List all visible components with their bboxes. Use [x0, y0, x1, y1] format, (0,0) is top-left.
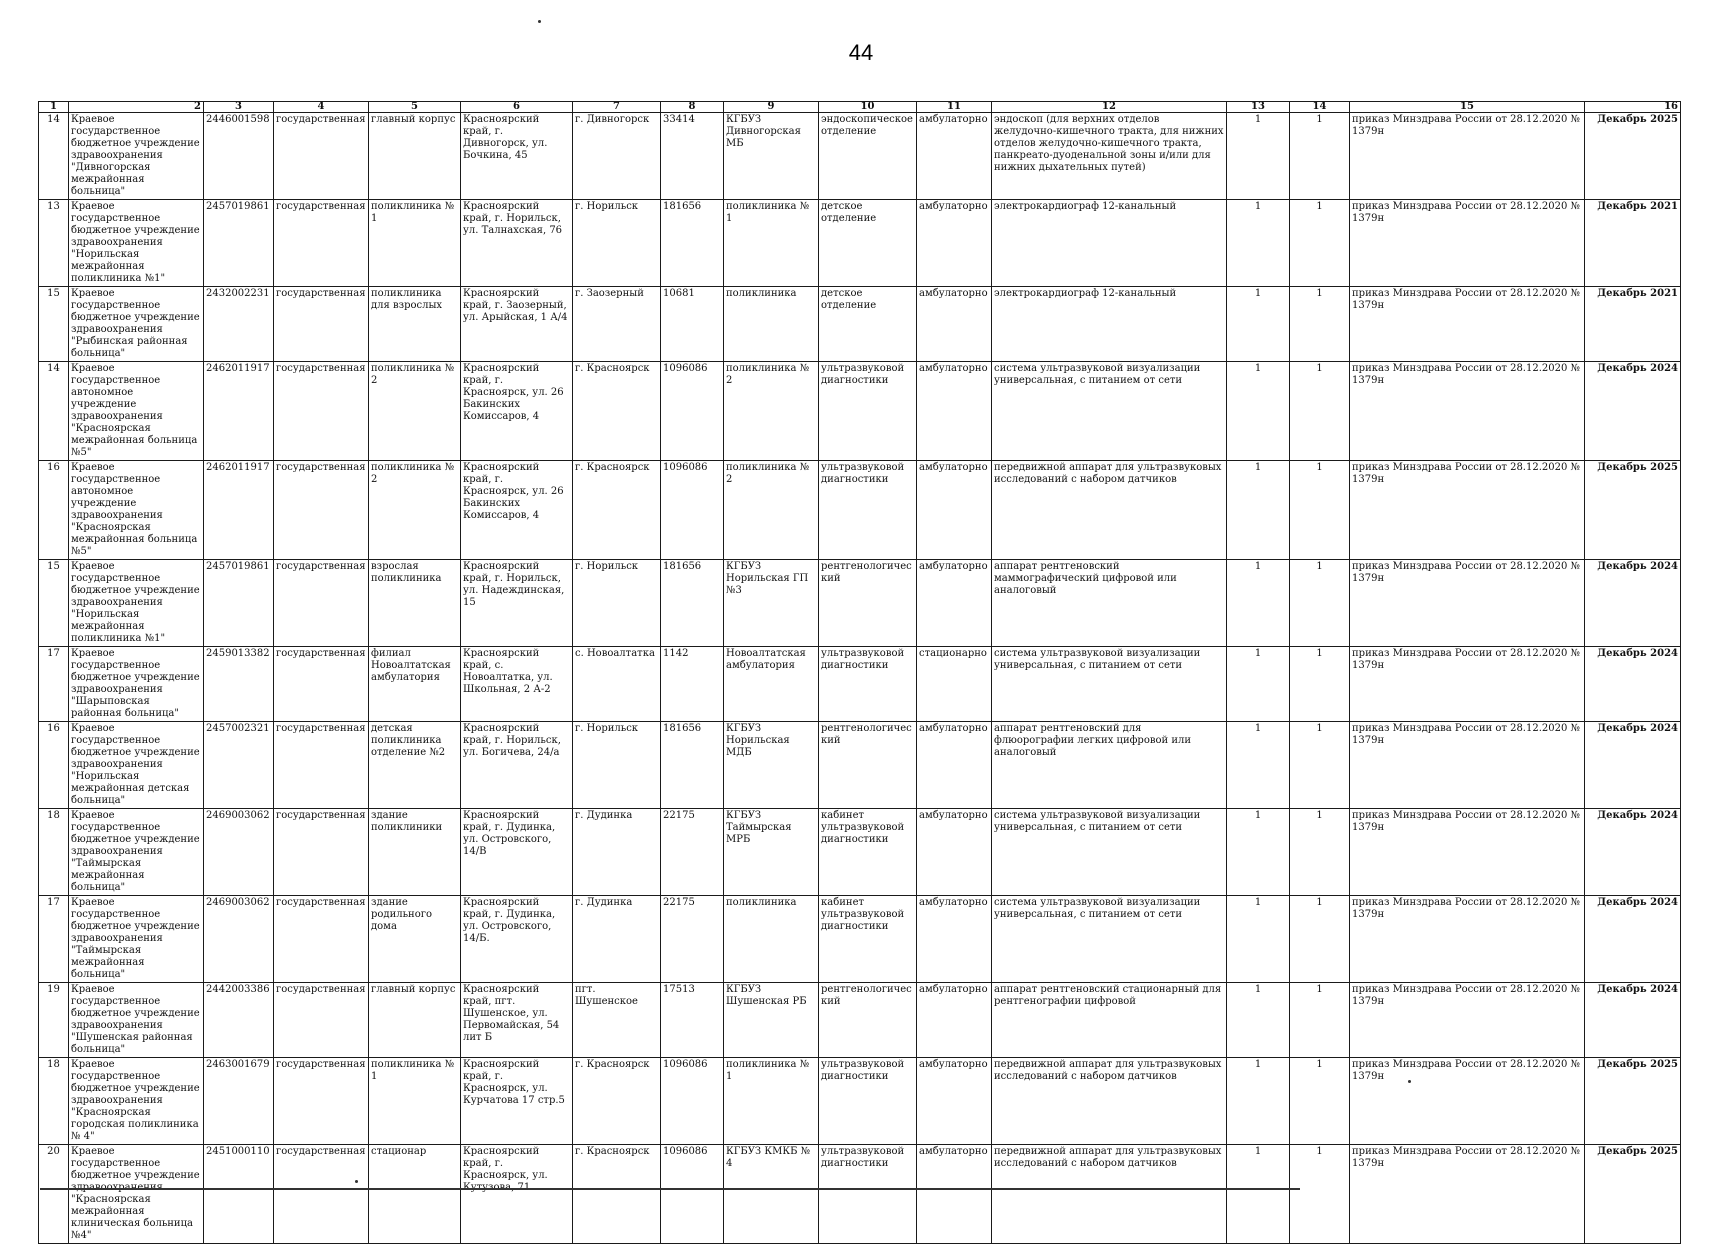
- table-cell: аппарат рентгеновский стационарный для рентгенографии цифровой: [992, 983, 1227, 1058]
- table-cell: главный корпус: [369, 983, 461, 1058]
- table-cell: государственная: [274, 896, 369, 983]
- table-body: [39, 113, 1681, 1244]
- column-header: 16: [1585, 102, 1681, 113]
- table-cell: детское отделение: [819, 287, 917, 362]
- table-cell: 181656: [661, 722, 724, 809]
- table-cell: Декабрь 2024: [1585, 983, 1681, 1058]
- table-cell: 1: [1227, 896, 1290, 983]
- table-cell: Краевое государственное бюджетное учреждение здравоохранения "Красноярская городская поликлиника № 4": [69, 1058, 204, 1145]
- table-cell: поликлиника № 2: [369, 362, 461, 461]
- table-cell: 19: [39, 983, 69, 1058]
- table-cell: 15: [39, 287, 69, 362]
- table-cell: электрокардиограф 12-канальный: [992, 287, 1227, 362]
- table-cell: 1: [1227, 809, 1290, 896]
- table-cell: амбулаторно: [917, 461, 992, 560]
- column-header: 14: [1290, 102, 1350, 113]
- page-number: 44: [848, 40, 874, 65]
- table-cell: государственная: [274, 200, 369, 287]
- column-header: 7: [573, 102, 661, 113]
- table-cell: Краевое государственное бюджетное учреждение здравоохранения "Норильская межрайонная поликлиника №1": [69, 560, 204, 647]
- column-header: 3: [204, 102, 274, 113]
- header-row: [39, 102, 1681, 113]
- table-cell: поликлиника № 2: [724, 461, 819, 560]
- table-cell: Краевое государственное бюджетное учреждение здравоохранения "Дивногорская межрайонная больница": [69, 113, 204, 200]
- table-cell: 1: [1227, 1058, 1290, 1145]
- table-cell: 2463001679: [204, 1058, 274, 1145]
- table-cell: 17: [39, 896, 69, 983]
- column-header: 8: [661, 102, 724, 113]
- column-header: 2: [69, 102, 204, 113]
- table-cell: приказ Минздрава России от 28.12.2020 № 1379н: [1350, 1058, 1585, 1145]
- column-header: 10: [819, 102, 917, 113]
- table-cell: г. Дудинка: [573, 809, 661, 896]
- table-cell: электрокардиограф 12-канальный: [992, 200, 1227, 287]
- table-cell: г. Заозерный: [573, 287, 661, 362]
- table-row: [39, 461, 1681, 560]
- table-cell: поликлиника № 2: [369, 461, 461, 560]
- table-cell: 2462011917: [204, 362, 274, 461]
- table-row: [39, 560, 1681, 647]
- table-cell: амбулаторно: [917, 809, 992, 896]
- table-cell: г. Норильск: [573, 560, 661, 647]
- table-cell: амбулаторно: [917, 200, 992, 287]
- table-cell: передвижной аппарат для ультразвуковых исследований с набором датчиков: [992, 461, 1227, 560]
- column-header: 5: [369, 102, 461, 113]
- table-cell: 2442003386: [204, 983, 274, 1058]
- table-cell: амбулаторно: [917, 113, 992, 200]
- table-cell: КГБУЗ Дивногорская МБ: [724, 113, 819, 200]
- table-cell: Красноярский край, г. Норильск, ул. Богичева, 24/а: [461, 722, 573, 809]
- table-cell: система ультразвуковой визуализации универсальная, с питанием от сети: [992, 809, 1227, 896]
- table-cell: 1096086: [661, 1145, 724, 1244]
- table-cell: 22175: [661, 896, 724, 983]
- table-cell: 2469003062: [204, 809, 274, 896]
- table-cell: поликлиника № 1: [724, 200, 819, 287]
- table-cell: 1: [1290, 647, 1350, 722]
- table-cell: 2451000110: [204, 1145, 274, 1244]
- table-cell: КГБУЗ Таймырская МРБ: [724, 809, 819, 896]
- table-cell: 1: [1290, 113, 1350, 200]
- table-cell: 2459013382: [204, 647, 274, 722]
- table-cell: 1096086: [661, 1058, 724, 1145]
- table-cell: 1: [1227, 560, 1290, 647]
- table-cell: Краевое государственное бюджетное учреждение здравоохранения "Рыбинская районная больница": [69, 287, 204, 362]
- table-cell: КГБУЗ Норильская ГП №3: [724, 560, 819, 647]
- table-cell: 33414: [661, 113, 724, 200]
- table-cell: Декабрь 2024: [1585, 722, 1681, 809]
- table-cell: амбулаторно: [917, 362, 992, 461]
- table-cell: приказ Минздрава России от 28.12.2020 № 1379н: [1350, 1145, 1585, 1244]
- table-cell: Декабрь 2024: [1585, 809, 1681, 896]
- table-cell: Красноярский край, г. Заозерный, ул. Арыйская, 1 А/4: [461, 287, 573, 362]
- table-row: [39, 647, 1681, 722]
- table-cell: г. Дивногорск: [573, 113, 661, 200]
- column-header: 11: [917, 102, 992, 113]
- table-cell: 2457019861: [204, 200, 274, 287]
- table-cell: 1: [1290, 722, 1350, 809]
- table-cell: стационарно: [917, 647, 992, 722]
- table-cell: Декабрь 2021: [1585, 200, 1681, 287]
- table-cell: 1: [1290, 200, 1350, 287]
- table-cell: государственная: [274, 461, 369, 560]
- table-cell: 1: [1290, 287, 1350, 362]
- table-cell: Краевое государственное бюджетное учреждение здравоохранения "Таймырская межрайонная больница": [69, 896, 204, 983]
- table-cell: КГБУЗ Норильская МДБ: [724, 722, 819, 809]
- table-cell: государственная: [274, 983, 369, 1058]
- table-cell: государственная: [274, 287, 369, 362]
- table-cell: Краевое государственное бюджетное учреждение здравоохранения "Шушенская районная больница": [69, 983, 204, 1058]
- table-cell: Красноярский край, с. Новоалтатка, ул. Школьная, 2 А-2: [461, 647, 573, 722]
- table-row: [39, 1058, 1681, 1145]
- table-cell: Декабрь 2024: [1585, 560, 1681, 647]
- table-cell: 17513: [661, 983, 724, 1058]
- table-cell: Краевое государственное бюджетное учреждение здравоохранения "Таймырская межрайонная больница": [69, 809, 204, 896]
- table-cell: 16: [39, 461, 69, 560]
- table-cell: ультразвуковой диагностики: [819, 362, 917, 461]
- table-cell: главный корпус: [369, 113, 461, 200]
- table-cell: 1: [1227, 287, 1290, 362]
- table-cell: Новоалтатская амбулатория: [724, 647, 819, 722]
- table-row: [39, 287, 1681, 362]
- table-cell: детское отделение: [819, 200, 917, 287]
- table-cell: 1: [1227, 362, 1290, 461]
- table-cell: 14: [39, 362, 69, 461]
- table-cell: система ультразвуковой визуализации универсальная, с питанием от сети: [992, 647, 1227, 722]
- table-cell: приказ Минздрава России от 28.12.2020 № 1379н: [1350, 896, 1585, 983]
- table-cell: Красноярский край, г. Красноярск, ул. 26 Бакинских Комиссаров, 4: [461, 461, 573, 560]
- table-cell: приказ Минздрава России от 28.12.2020 № 1379н: [1350, 809, 1585, 896]
- table-cell: государственная: [274, 722, 369, 809]
- table-cell: 1: [1227, 1145, 1290, 1244]
- table-cell: Декабрь 2024: [1585, 362, 1681, 461]
- table-cell: государственная: [274, 1145, 369, 1244]
- table-cell: ультразвуковой диагностики: [819, 461, 917, 560]
- table-cell: г. Красноярск: [573, 461, 661, 560]
- table-row: [39, 809, 1681, 896]
- table-row: [39, 1145, 1681, 1244]
- table-cell: 1: [1290, 362, 1350, 461]
- table-cell: амбулаторно: [917, 896, 992, 983]
- table-cell: поликлиника для взрослых: [369, 287, 461, 362]
- table-cell: филиал Новоалтатская амбулатория: [369, 647, 461, 722]
- table-cell: Декабрь 2024: [1585, 896, 1681, 983]
- table-cell: государственная: [274, 362, 369, 461]
- table-cell: 1: [1227, 200, 1290, 287]
- table-cell: рентгенологический: [819, 983, 917, 1058]
- table-cell: 1142: [661, 647, 724, 722]
- table-cell: аппарат рентгеновский для флюорографии легких цифровой или аналоговый: [992, 722, 1227, 809]
- column-header: 12: [992, 102, 1227, 113]
- table-row: [39, 722, 1681, 809]
- table-cell: Декабрь 2021: [1585, 287, 1681, 362]
- table-cell: 1: [1290, 1145, 1350, 1244]
- table-cell: 2469003062: [204, 896, 274, 983]
- table-cell: кабинет ультразвуковой диагностики: [819, 809, 917, 896]
- table-cell: г. Норильск: [573, 200, 661, 287]
- table-cell: государственная: [274, 647, 369, 722]
- table-cell: г. Красноярск: [573, 362, 661, 461]
- table-cell: приказ Минздрава России от 28.12.2020 № 1379н: [1350, 287, 1585, 362]
- table-cell: 181656: [661, 200, 724, 287]
- table-cell: 2432002231: [204, 287, 274, 362]
- table-cell: с. Новоалтатка: [573, 647, 661, 722]
- table-cell: 1: [1290, 896, 1350, 983]
- table-cell: поликлиника № 1: [724, 1058, 819, 1145]
- table-row: [39, 113, 1681, 200]
- table-cell: кабинет ультразвуковой диагностики: [819, 896, 917, 983]
- table-cell: 1096086: [661, 461, 724, 560]
- table-cell: 18: [39, 1058, 69, 1145]
- equipment-table: [38, 101, 1681, 1244]
- table-cell: рентгенологический: [819, 722, 917, 809]
- table-cell: 2457019861: [204, 560, 274, 647]
- table-cell: 1: [1290, 983, 1350, 1058]
- table-cell: система ультразвуковой визуализации универсальная, с питанием от сети: [992, 362, 1227, 461]
- table-cell: ультразвуковой диагностики: [819, 1145, 917, 1244]
- table-cell: передвижной аппарат для ультразвуковых исследований с набором датчиков: [992, 1058, 1227, 1145]
- table-cell: 22175: [661, 809, 724, 896]
- table-cell: Краевое государственное бюджетное учреждение здравоохранения "Норильская межрайонная детская больница": [69, 722, 204, 809]
- column-header: 6: [461, 102, 573, 113]
- table-cell: детская поликлиника отделение №2: [369, 722, 461, 809]
- table-cell: приказ Минздрава России от 28.12.2020 № 1379н: [1350, 647, 1585, 722]
- table-cell: 1096086: [661, 362, 724, 461]
- table-cell: эндоскоп (для верхних отделов желудочно-кишечного тракта, для нижних отделов желудочно-кишечного тракта, панкреато-дуоденальной зоны и/или для нижних дыхательных путей): [992, 113, 1227, 200]
- table-cell: 1: [1290, 1058, 1350, 1145]
- table-cell: Красноярский край, г. Красноярск, ул. Курчатова 17 стр.5: [461, 1058, 573, 1145]
- column-header: 4: [274, 102, 369, 113]
- table-cell: 2462011917: [204, 461, 274, 560]
- table-cell: поликлиника: [724, 287, 819, 362]
- table-cell: 18: [39, 809, 69, 896]
- table-cell: г. Красноярск: [573, 1058, 661, 1145]
- table-cell: приказ Минздрава России от 28.12.2020 № 1379н: [1350, 200, 1585, 287]
- column-header: 9: [724, 102, 819, 113]
- table-cell: поликлиника: [724, 896, 819, 983]
- table-cell: амбулаторно: [917, 1058, 992, 1145]
- table-cell: эндоскопическое отделение: [819, 113, 917, 200]
- table-cell: 1: [1227, 113, 1290, 200]
- table-cell: амбулаторно: [917, 1145, 992, 1244]
- table-cell: ультразвуковой диагностики: [819, 1058, 917, 1145]
- scan-speck: [538, 20, 541, 23]
- table-cell: амбулаторно: [917, 287, 992, 362]
- table-cell: 2457002321: [204, 722, 274, 809]
- table-cell: Декабрь 2025: [1585, 1145, 1681, 1244]
- table-cell: 16: [39, 722, 69, 809]
- table-cell: Красноярский край, г. Красноярск, ул. 26 Бакинских Комиссаров, 4: [461, 362, 573, 461]
- table-cell: приказ Минздрава России от 28.12.2020 № 1379н: [1350, 113, 1585, 200]
- table-cell: приказ Минздрава России от 28.12.2020 № 1379н: [1350, 560, 1585, 647]
- table-cell: аппарат рентгеновский маммографический цифровой или аналоговый: [992, 560, 1227, 647]
- table-cell: пгт. Шушенское: [573, 983, 661, 1058]
- table-cell: 1: [1227, 983, 1290, 1058]
- table-cell: поликлиника № 2: [724, 362, 819, 461]
- table-cell: система ультразвуковой визуализации универсальная, с питанием от сети: [992, 896, 1227, 983]
- table-cell: 1: [1290, 809, 1350, 896]
- table-cell: Краевое государственное бюджетное учреждение здравоохранения "Шарыповская районная больница": [69, 647, 204, 722]
- table-cell: КГБУЗ Шушенская РБ: [724, 983, 819, 1058]
- table-cell: 13: [39, 200, 69, 287]
- table-cell: государственная: [274, 809, 369, 896]
- column-header: 13: [1227, 102, 1290, 113]
- table-cell: 1: [1227, 722, 1290, 809]
- table-cell: приказ Минздрава России от 28.12.2020 № 1379н: [1350, 983, 1585, 1058]
- table-cell: КГБУЗ КМКБ № 4: [724, 1145, 819, 1244]
- table-cell: взрослая поликлиника: [369, 560, 461, 647]
- table-cell: Красноярский край, г. Норильск, ул. Талнахская, 76: [461, 200, 573, 287]
- table-cell: Краевое государственное автономное учреждение здравоохранения "Красноярская межрайонная больница №5": [69, 362, 204, 461]
- table-cell: Красноярский край, г. Норильск, ул. Надеждинская, 15: [461, 560, 573, 647]
- table-cell: государственная: [274, 1058, 369, 1145]
- table-cell: амбулаторно: [917, 560, 992, 647]
- table-cell: 1: [1227, 647, 1290, 722]
- table-cell: амбулаторно: [917, 983, 992, 1058]
- table-cell: ультразвуковой диагностики: [819, 647, 917, 722]
- table-cell: 2446001598: [204, 113, 274, 200]
- table-cell: государственная: [274, 560, 369, 647]
- column-header: 15: [1350, 102, 1585, 113]
- table-cell: Декабрь 2025: [1585, 113, 1681, 200]
- table-cell: 1: [1290, 560, 1350, 647]
- table-cell: 181656: [661, 560, 724, 647]
- table-cell: Красноярский край, пгт. Шушенское, ул. Первомайская, 54 лит Б: [461, 983, 573, 1058]
- table-cell: Краевое государственное бюджетное учреждение здравоохранения "Норильская межрайонная поликлиника №1": [69, 200, 204, 287]
- table-cell: г. Дудинка: [573, 896, 661, 983]
- column-header: 1: [39, 102, 69, 113]
- table-cell: Декабрь 2024: [1585, 647, 1681, 722]
- table-cell: стационар: [369, 1145, 461, 1244]
- table-cell: государственная: [274, 113, 369, 200]
- table-row: [39, 983, 1681, 1058]
- table-cell: г. Норильск: [573, 722, 661, 809]
- table-cell: здание родильного дома: [369, 896, 461, 983]
- table-cell: 1: [1290, 461, 1350, 560]
- table-cell: передвижной аппарат для ультразвуковых исследований с набором датчиков: [992, 1145, 1227, 1244]
- page-bottom-rule: [40, 1188, 1300, 1190]
- table-cell: здание поликлиники: [369, 809, 461, 896]
- table-cell: 15: [39, 560, 69, 647]
- table-cell: Декабрь 2025: [1585, 461, 1681, 560]
- table-cell: приказ Минздрава России от 28.12.2020 № 1379н: [1350, 722, 1585, 809]
- table-cell: приказ Минздрава России от 28.12.2020 № 1379н: [1350, 362, 1585, 461]
- table-cell: поликлиника № 1: [369, 200, 461, 287]
- table-cell: рентгенологический: [819, 560, 917, 647]
- table-cell: 17: [39, 647, 69, 722]
- table-cell: Красноярский край, г. Дудинка, ул. Островского, 14/В: [461, 809, 573, 896]
- table-row: [39, 896, 1681, 983]
- table-cell: 14: [39, 113, 69, 200]
- table-cell: приказ Минздрава России от 28.12.2020 № 1379н: [1350, 461, 1585, 560]
- table-cell: Красноярский край, г. Дивногорск, ул. Бочкина, 45: [461, 113, 573, 200]
- table-cell: Краевое государственное бюджетное учреждение "Красноярская межрайонная клиническая больница №4": [69, 1145, 204, 1244]
- table-cell: 1: [1227, 461, 1290, 560]
- table-cell: Красноярский край, г. Дудинка, ул. Островского, 14/Б.: [461, 896, 573, 983]
- table-row: [39, 362, 1681, 461]
- table-cell: 10681: [661, 287, 724, 362]
- table-cell: Декабрь 2025: [1585, 1058, 1681, 1145]
- table-cell: амбулаторно: [917, 722, 992, 809]
- table-cell: поликлиника № 1: [369, 1058, 461, 1145]
- table-cell: г. Красноярск: [573, 1145, 661, 1244]
- table-row: [39, 200, 1681, 287]
- table-cell: 20: [39, 1145, 69, 1244]
- table-cell: Краевое государственное автономное учреждение здравоохранения "Красноярская межрайонная больница №5": [69, 461, 204, 560]
- table-cell: Красноярский край, г. Красноярск, ул.: [461, 1145, 573, 1244]
